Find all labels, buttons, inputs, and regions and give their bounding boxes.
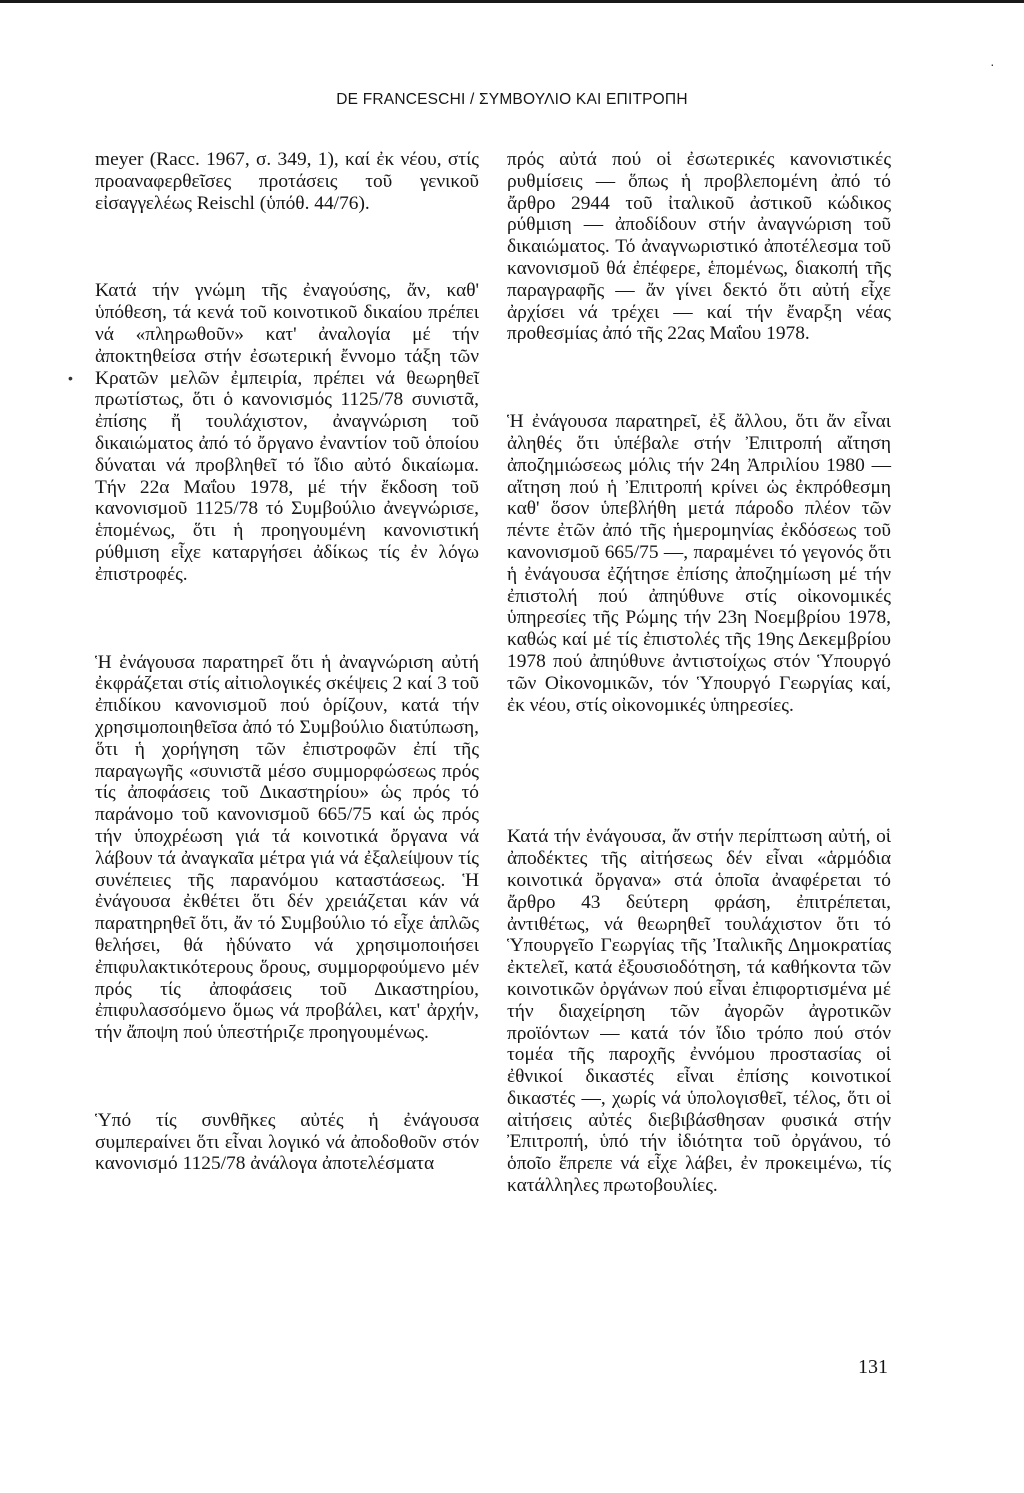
right-column xyxy=(507,149,891,1197)
paragraph: Κατά τήν ἐνάγουσα, ἄν στήν περίπτωση αὐτή, οἱ ἀποδέκτες τῆς αἰτήσεως δέν εἶναι «ἁρμόδια κοινοτικά ὄργανα» στά ὁποῖα ἀναφέρεται τό ἄρθρο 43 δεύτερη φράση, ἐπιτρέπεται, ἀντιθέτως, νά θεωρηθεῖ τουλάχιστον ὅτι τό Ὑπουργεῖο Γεωργίας τῆς Ἰταλικῆς Δημοκρατίας ἐκτελεῖ, κατά ἐξουσιοδότηση, τά καθήκοντα τῶν κοινοτικῶν ὀργάνων πού εἶναι ἐπιφορτισμένα μέ τήν διαχείρηση τῶν ἀγορῶν ἀγροτικῶν προϊόντων — κατά τόν ἴδιο τρόπο πού στόν τομέα τῆς παροχῆς ἐννόμου προστασίας οἱ ἐθνικοί δικαστές εἶναι ἐπίσης κοινοτικοί δικαστές —, χωρίς νά ὑπολογισθεῖ, τέλος, ὅτι οἱ αἰτήσεις αὐτές διεβιβάσθησαν φυσικά στήν Ἐπιτροπή, ὑπό τήν ἰδιότητα τοῦ ὀργάνου, τό ὁποῖο ἔπρεπε νά εἶχε λάβει, ἐν προκειμένω, τίς κατάλληλες πρωτοβουλίες. xyxy=(507,826,891,1197)
paragraph: Ἡ ἐνάγουσα παρατηρεῖ ὅτι ἡ ἀναγνώριση αὐτή ἐκφράζεται στίς αἰτιολογικές σκέψεις 2 καί 3 τοῦ ἐπιδίκου κανονισμοῦ πού ὁρίζουν, κατά τήν χρησιμοποιηθεῖσα ἀπό τό Συμβούλιο διατύπωση, ὅτι ἡ χορήγηση τῶν ἐπιστροφῶν ἐπί τῆς παραγωγῆς «συνιστᾶ μέσο συμμορφώσεως πρός τίς ἀποφάσεις τοῦ Δικαστηρίου» ὡς πρός τό παράνομο τοῦ κανονισμοῦ 665/75 καί ὡς πρός τήν ὑποχρέωση γιά τά κοινοτικά ὄργανα νά λάβουν τά ἀναγκαῖα μέτρα γιά νά ἐξαλείψουν τίς συνέπειες τῆς παρανόμου καταστάσεως. Ἡ ἐνάγουσα ἐκθέτει ὅτι δέν χρειάζεται κάν νά παρατηρηθεῖ ὅτι, ἄν τό Συμβούλιο τό εἶχε ἁπλῶς θελήσει, θά ἠδύνατο νά χρησιμοποιήσει ἐπιφυλακτικότερους ὅρους, συμμορφούμενο μέν πρός τίς ἀποφάσεις τοῦ Δικαστηρίου, ἐπιφυλασσόμενο ὅμως νά προβάλει, κατ' ἀρχήν, τήν ἄποψη πού ὑπεστήριζε προηγουμένως. xyxy=(95,651,479,1044)
paragraph: Κατά τήν γνώμη τῆς ἐναγούσης, ἄν, καθ' ὑπόθεση, τά κενά τοῦ κοινοτικοῦ δικαίου πρέπει νά «πληρωθοῦν» κατ' ἀναλογία μέ τήν ἀποκτηθείσα στήν ἐσωτερική ἔννομο τάξη τῶν Κρατῶν μελῶν ἐμπειρία, πρέπει νά θεωρηθεῖ πρωτίστως, ὅτι ὁ κανονισμός 1125/78 συνιστᾶ, ἐπίσης ἤ τουλάχιστον, ἀναγνώριση τοῦ δικαιώματος ἀπό τό ὄργανο ἐναντίον τοῦ ὁποίου δύναται νά προβληθεῖ τό ἴδιο αὐτό δικαίωμα. Τήν 22α Μαΐου 1978, μέ τήν ἔκδοση τοῦ κανονισμοῦ 1125/78 τό Συμβούλιο ἀνεγνώρισε, ἑπομένως, ὅτι ἡ προηγουμένη κανονιστική ρύθμιση εἶχε καταργήσει ἀδίκως τίς ἐν λόγω ἐπιστροφές. xyxy=(95,280,479,585)
scan-speck: • xyxy=(68,370,73,386)
paragraph: Ὑπό τίς συνθῆκες αὐτές ἡ ἐνάγουσα συμπεραίνει ὅτι εἶναι λογικό νά ἀποδοθοῦν στόν κανονισμό 1125/78 ἀνάλογα ἀποτελέσματα xyxy=(95,1109,479,1175)
left-column xyxy=(95,149,479,1175)
page-number: 131 xyxy=(858,1356,888,1378)
paragraph: πρός αὐτά πού οἱ ἐσωτερικές κανονιστικές ρυθμίσεις — ὅπως ἡ προβλεπομένη ἀπό τό ἄρθρο 2944 τοῦ ἰταλικοῦ ἀστικοῦ κώδικος ρύθμιση — ἀποδίδουν στήν ἀναγνώριση τοῦ δικαιώματος. Τό ἀναγνωριστικό ἀποτέλεσμα τοῦ κανονισμοῦ θά ἐπέφερε, ἑπομένως, διακοπή τῆς παραγραφῆς — ἄν γίνει δεκτό ὅτι αὐτή εἶχε ἀρχίσει νά τρέχει — καί τήν ἔναρξη νέας προθεσμίας ἀπό τῆς 22ας Μαΐου 1978. xyxy=(507,149,891,345)
scan-speck: · xyxy=(990,56,995,72)
paragraph: meyer (Racc. 1967, σ. 349, 1), καί ἐκ νέου, στίς προαναφερθεῖσες προτάσεις τοῦ γενικοῦ εἰσαγγελέως Reischl (ὑπόθ. 44/76). xyxy=(95,149,479,214)
paragraph: Ἡ ἐνάγουσα παρατηρεῖ, ἐξ ἄλλου, ὅτι ἄν εἶναι ἀληθές ὅτι ὑπέβαλε στήν Ἐπιτροπή αἴτηση ἀποζημιώσεως μόλις τήν 24η Ἀπριλίου 1980 — αἴτηση πού ἡ Ἐπιτροπή κρίνει ὡς ἐκπρόθεσμη καθ' ὅσον ὑπεβλήθη μετά πάροδο πλέον τῶν πέντε ἐτῶν ἀπό τῆς ἡμερομηνίας ἐκδόσεως τοῦ κανονισμοῦ 665/75 —, παραμένει τό γεγονός ὅτι ἡ ἐνάγουσα ἐζήτησε ἐπίσης ἀποζημίωση μέ τήν ἐπιστολή πού ἀπηύθυνε στίς οἰκονομικές ὑπηρεσίες τῆς Ρώμης τήν 23η Νοεμβρίου 1978, καθώς καί μέ τίς ἐπιστολές τῆς 19ης Δεκεμβρίου 1978 πού ἀπηύθυνε ἀντιστοίχως στόν Ὑπουργό τῶν Οἰκονομικῶν, τόν Ὑπουργό Γεωργίας καί, ἐκ νέου, στίς οἰκονομικές ὑπηρεσίες. xyxy=(507,411,891,716)
scan-top-edge xyxy=(0,0,1024,3)
running-header: DE FRANCESCHI / ΣΥΜΒΟΥΛΙΟ ΚΑΙ ΕΠΙΤΡΟΠΗ xyxy=(336,91,688,108)
